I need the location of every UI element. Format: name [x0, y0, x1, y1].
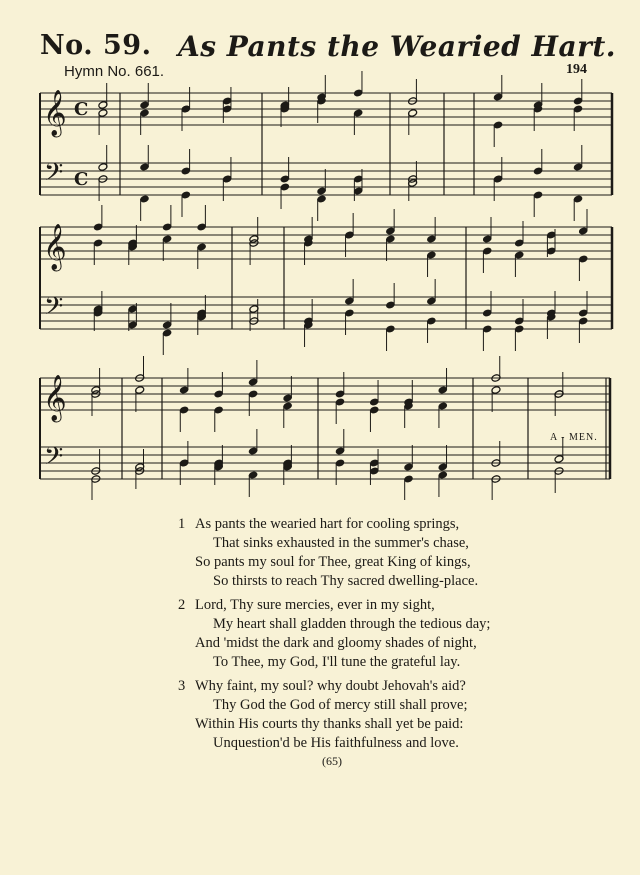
verse-line: That sinks exhausted in the summer's chase,: [213, 535, 469, 551]
notes: [91, 71, 588, 500]
verse-line: Unquestion'd be His faithfulness and love.: [213, 735, 459, 751]
staff-lines: [40, 93, 612, 479]
clefs: [43, 90, 88, 477]
verse-1: [0, 515, 640, 591]
time-signature: C: [74, 169, 89, 190]
corner-mark: 194: [566, 62, 587, 77]
verse-line: To Thee, my God, I'll tune the grateful lay.: [213, 654, 461, 670]
bar-lines: [40, 93, 612, 479]
bass-clef-icon: 𝄢: [44, 158, 64, 193]
verse-line: Why faint, my soul? why doubt Jehovah's aid?: [195, 678, 466, 694]
verse-3: [0, 677, 640, 753]
verse-line: As pants the wearied hart for cooling springs,: [195, 516, 460, 532]
treble-clef-icon: 𝄞: [43, 90, 67, 136]
verse-2: [0, 596, 640, 672]
verse-line: Within His courts thy thanks shall yet be paid:: [195, 716, 464, 732]
verses: [0, 515, 640, 753]
hymn-title: As Pants the Wearied Hart.: [178, 30, 617, 63]
treble-clef-icon: 𝄞: [43, 224, 67, 270]
verse-line: Thy God the God of mercy still shall prove;: [213, 697, 468, 713]
bass-clef-icon: 𝄢: [44, 442, 64, 477]
time-signature: C: [74, 99, 89, 120]
verse-line: So pants my soul for Thee, great King of kings,: [195, 554, 471, 570]
treble-clef-icon: 𝄞: [43, 375, 67, 421]
verse-number: 3: [178, 678, 186, 694]
verse-line: So thirsts to reach Thy sacred dwelling-place.: [213, 573, 479, 589]
verse-line: And 'midst the dark and gloomy shades of night,: [195, 635, 477, 651]
hymn-number: No. 59.: [40, 30, 152, 61]
verse-line: Lord, Thy sure mercies, ever in my sight,: [195, 597, 435, 613]
verse-number: 1: [178, 516, 186, 532]
page-number: (65): [322, 754, 342, 768]
verse-number: 2: [178, 597, 186, 613]
hymn-reference: Hymn No. 661.: [64, 63, 165, 80]
amen-label: A - MEN.: [550, 432, 598, 443]
bass-clef-icon: 𝄢: [44, 292, 64, 327]
verse-line: My heart shall gladden through the tedious day;: [213, 616, 491, 632]
